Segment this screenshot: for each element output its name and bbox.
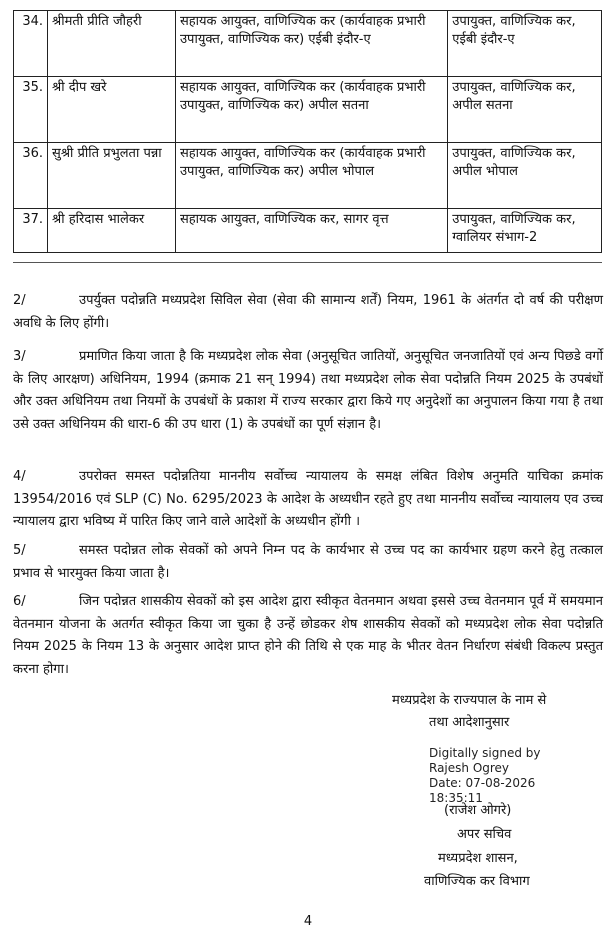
officer-name: सुश्री प्रीति प्रभुलता पन्ना [48, 143, 176, 209]
paragraph-number: 2/ [13, 293, 26, 308]
paragraph-number: 4/ [13, 469, 26, 484]
officer-name: श्री दीप खरे [48, 77, 176, 143]
current-post: सहायक आयुक्त, वाणिज्यिक कर (कार्यवाहक प्रभारी उपायुक्त, वाणिज्यिक कर) अपील भोपाल [175, 143, 447, 209]
current-post: सहायक आयुक्त, वाणिज्यिक कर (कार्यवाहक प्रभारी उपायुक्त, वाणिज्यिक कर) अपील सतना [175, 77, 447, 143]
digital-signature-block [429, 746, 541, 806]
table-row [14, 209, 602, 253]
digital-signature-line: 18:35:11 [429, 791, 483, 805]
paragraph-text: उपर्युक्त पदोन्नति मध्यप्रदेश सिविल सेवा (सेवा की सामान्य शर्तें) नियम, 1961 के अंतर्गत दो वर्ष की परीक्षण अवधि के लिए होंगी। [13, 293, 603, 331]
promoted-post: उपायुक्त, वाणिज्यिक कर, ग्वालियर संभाग-2 [448, 209, 602, 253]
signatory-name: (राजेश ओगरे) [444, 803, 512, 818]
officer-table [13, 10, 602, 253]
current-post: सहायक आयुक्त, वाणिज्यिक कर, सागर वृत्त [175, 209, 447, 253]
designation: अपर सचिव [457, 827, 512, 842]
promoted-post: उपायुक्त, वाणिज्यिक कर, अपील सतना [448, 77, 602, 143]
paragraph-number: 5/ [13, 543, 26, 558]
paragraph-number: 3/ [13, 349, 26, 364]
paragraph-3 [13, 346, 603, 436]
officer-name: श्री हरिदास भालेकर [48, 209, 176, 253]
table-row [14, 143, 602, 209]
digital-signature-line: Rajesh Ogrey [429, 761, 510, 775]
department-division: वाणिज्यिक कर विभाग [424, 874, 530, 889]
table-row [14, 77, 602, 143]
officer-name: श्रीमती प्रीति जौहरी [48, 11, 176, 77]
promoted-post: उपायुक्त, वाणिज्यिक कर, एईबी इंदौर-ए [448, 11, 602, 77]
paragraph-5 [13, 540, 603, 585]
promoted-post: उपायुक्त, वाणिज्यिक कर, अपील भोपाल [448, 143, 602, 209]
paragraph-4 [13, 466, 603, 534]
paragraph-number: 6/ [13, 594, 26, 609]
order-line: तथा आदेशानुसार [429, 715, 510, 730]
paragraph-text: समस्त पदोन्नत लोक सेवकों को अपने निम्न पद के कार्यभार से उच्च पद का कार्यभार ग्रहण करने हेतु तत्काल प्रभाव से भारमुक्त किया जाता है। [13, 543, 603, 581]
paragraph-2 [13, 290, 603, 335]
paragraph-text: प्रमाणित किया जाता है कि मध्यप्रदेश लोक सेवा (अनुसूचित जातियों, अनुसूचित जनजातियों एवं अन्य पिछडे वर्गो के लिए आरक्षण) अधिनियम, 1994 (क्रमाक 21 सन् 1994) तथा मध्यप्रदेश लोक सेवा पदोन्नति नियम 2025 के उपबंधों और उक्त अधिनियम तथा नियमों के उपबंधों के प्रकाश में राज्य सरकार द्वारा किये गए अनुदेशों का अनुपालन किया गया है तथा उसे उक्त अधिनियम की धारा-6 की उप धारा (1) के उपबंधों का पूर्ण संज्ञान है। [13, 349, 603, 432]
paragraph-text: जिन पदोन्नत शासकीय सेवकों को इस आदेश द्वारा स्वीकृत वेतनमान अथवा इससे उच्च वेतनमान पूर्व में समयमान वेतनमान योजना के अतर्गत स्वीकृत किया जा चुका है उन्हें छोडकर शेष शासकीय सेवकों को मध्यप्रदेश लोक सेवा पदोन्नति नियम 2025 के नियम 13 के अनुसार आदेश प्राप्त होने की तिथि से एक माह के भीतर वेतन निर्धारण संबंधी विकल्प प्रस्तुत करना होगा। [13, 594, 603, 677]
digital-signature-line: Digitally signed by [429, 746, 541, 760]
digital-signature-line: Date: 07-08-2026 [429, 776, 536, 790]
divider [13, 262, 602, 263]
current-post: सहायक आयुक्त, वाणिज्यिक कर (कार्यवाहक प्रभारी उपायुक्त, वाणिज्यिक कर) एईबी इंदौर-ए [175, 11, 447, 77]
governor-order-line: मध्यप्रदेश के राज्यपाल के नाम से [392, 693, 547, 708]
row-number: 35. [14, 77, 48, 143]
row-number: 37. [14, 209, 48, 253]
row-number: 34. [14, 11, 48, 77]
paragraph-6 [13, 591, 603, 681]
paragraph-text: उपरोक्त समस्त पदोन्नतिया माननीय सर्वोच्च न्यायालय के समक्ष लंबित विशेष अनुमति याचिका क्रमांक 13954/2016 एवं SLP (C) No. 6295/2023 के आदेश के अध्यधीन रहते हुए तथा माननीय सर्वोच्च न्यायालय एव उच्च न्यायालय द्वारा भविष्य में पारित किए जाने वाले आदेशों के अध्यधीन होंगी । [13, 469, 603, 529]
page-number: 4 [303, 914, 313, 929]
row-number: 36. [14, 143, 48, 209]
table-row [14, 11, 602, 77]
department: मध्यप्रदेश शासन, [438, 851, 518, 866]
